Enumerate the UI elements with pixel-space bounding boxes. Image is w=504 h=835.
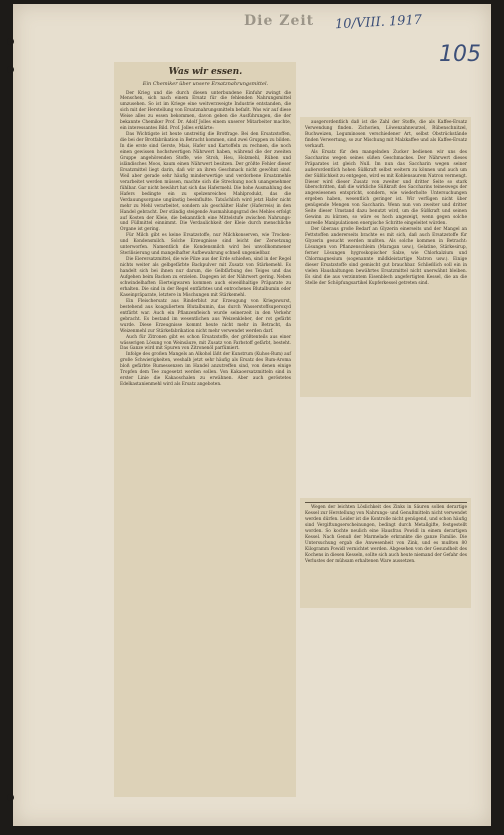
box-top-rule: [305, 502, 467, 503]
paragraph: Auch für Zitronen gibt es schon Ersatzstoffe, der größtenteils aus einer wässerigen Lösung von Weinsäure, mit Zusatz von Farbstoff gefärbt, besteht. Das Ganze wird mit Spuren von Zitronenöl parfümiert.: [120, 334, 291, 352]
title-rule: [176, 79, 236, 80]
paragraph: Ein Fleischersatz aus Rinderblut zur Erzeugung von Kriegswurst, bestehend aus koaguliertem Blutalbumin, das durch Wasserstoffsuperoxyd entfärbt war. Auch ein Pflanzenfleisch wurde seinerzeit in den Verkehr gebracht. Es bestand im wesentlichen aus Weizenkleber, der rot gefärbt wurde. Diese Erzeugnisse kommt heute nicht mehr in Betracht, da Weizenmehl zur Stärkefabrikation nicht mehr verwendet werden darf.: [120, 298, 291, 334]
paragraph: Als Ersatz für den mangelnden Zucker bedienen wir uns des Saccharins wegen seines süßen Geschmackes. Der Nährwert dieses Präparates ist gleich Null. Im nun das Saccharin wegen seiner außerordentlich hohen Süßkraft selbst weitern zu können und auch um der Süßlichkeit zu entgegen, wird es mit Kohlensaurem Natron vermengt. Dieser wird dieser Zusatz von zweiter und dritter Seite so stark überschritten, daß die wirkliche Süßkraft des Saccharins teineswegs der angewiesenen entspricht, sondern, wie wiederholte Untersuchungen ergeben haben, wesentlich geringer ist. Wir verfügen nicht über genügende Mengen von Saccharin. Wenn nun von zweiter und dritter Seite dieser Umstand dazu benutzt wird, um die Süßkraft und seinen Gewinn zu kürzen, so wäre es hoch angezeigt, wenn gegen solche unreelle Manipulationen energische Schritte eingeleitet würden.: [305, 149, 468, 227]
boxed-paragraph: Wegen der leichten Löslichkeit des Zinks in Säuren sollen derartige Kessel zur Herstellung von Nahrungs- und Genußmitteln nicht verwendet werden dürfen. Leider ist die Kontrolle nicht genügend, und schon häufig sind Vergiftungserscheinungen, bedingt durch Metallgifte, festgestellt worden. So kochte neulich eine Hausfrau Powidl in einem derartigen Kessel. Nach Genuß der Marmelade erkrankte die ganze Familie. Die Untersuchung ergab die Anwesenheit von Zink, und es mußten 80 Kilogramm Powidl vernichtet werden. Abgesehen von der Gesundheit des Kochens in diesen Kesseln, sollte sich auch heute niemand der Gefahr des Verlustes der mühsam erhaltenen Ware aussetzen.: [305, 505, 467, 564]
paragraph: Die Eierersatzmittel, die wie Pilze aus der Erde schießen, sind in der Regel nichts weiter als gelbgefärbte Backpulver mit Zusatz von Stärkemehl. Es handelt sich bei ihnen nur darum, die Gelbfärbung des Teiges und das Aufgehen beim Backen zu erzielen. Dagegen ist der Nährwert gering. Neben schwindelhaften Eierteigwaren kommen auch eiweißhaltige Präparate zu erhalten. Die sind in der Regel entfärbtes und entrochenes Blutalbumin oder Kaseinpräparate, letztere in Mischungen mit Stärkemehl.: [120, 257, 291, 298]
paragraph: Der überaus große Bedarf an Glyzerin einerseits und der Mangel an Fettstoffen andererseits brachte es mit sich, daß auch Ersatzstoffe für Glyzerin gesucht werden mußten. Als solche kommen in Betracht: Lösungen von Pflanzenschleim (Maragan usw.), Gelatine, Stärkesirup, ferner Lösungen hygroskopischer Salze, wie Chlorkalzium und Chlormagnesium (sogenannte mildkleistartige Natron usw.). Einige dieser Ersatzstoffe sind gemischt gut brauchbar. Schließlich soll ein in vielen Haushaltungen bewährtes Ersatzmittel nicht unerwähnt bleiben. Es sind die aus verzinntem Eisenblech angefertigten Kessel, die an die Stelle der Schöpfungsartikel Kupferkessel getreten sind.: [305, 227, 467, 286]
article-title: Was wir essen.: [168, 67, 243, 77]
handwritten-archive-number: 105: [439, 42, 481, 67]
punch-hole-bottom: [7, 794, 14, 801]
paragraph: Für Milch gibt es keine Ersatzstoffe, nur Milchkonserven, wie Trocken- und Kondensmilch. Solche Erzeugnisse sind leicht der Zersetzung unterworfen. Namentlich die Kondensmilch wird bei unvollkommener Sterilisierung und mangelhafter Aufbewahrung schnell ungenießbar.: [120, 233, 291, 257]
punch-hole-mid: [7, 66, 14, 73]
clipping-boxed-paragraph: [300, 498, 471, 608]
paragraph: Der Krieg und die durch diesen unterbundene Einfuhr zwingt die Menschen, sich nach einem Ersatz für die fehlenden Nahrungsmittel umzusehen. So ist im Kriege eine weitverzweigte Industrie entstanden, die sich mit der Herstellung von Ersatznahrungsmitteln befaßt. Was wir auf diese Weise alles zu essen bekommen, davon geben die Ausführungen, die der bekannte Chemiker Prof. Dr. Adolf Jolles einem unserer Mitarbeiter machte, ein interessantes Bild. Prof. Jolles erklärte:: [120, 90, 291, 132]
article-subtitle: Ein Chemiker über unsere Ersatznahrungsmittel.: [142, 81, 269, 87]
handwritten-date: 10/VIII. 1917: [334, 12, 423, 33]
punch-hole-top: [7, 38, 14, 45]
clipping-column-2: [300, 117, 471, 397]
paragraph: ausgerordentlich daß ist die Zahl der Stoffe, die als Kaffee-Ersatz Verwendung finden. Zichorien, Löwenzahnwurzel, Rübenschnitzel, Buchweizen, Leguminosen verschiedener Art, selbst Obstrückstände finden Verwertung, so zur Mischung mit Malzkaffee und als Kaffee-Ersatz verkauft.: [305, 120, 467, 149]
clipping-column-1: [114, 62, 296, 797]
newspaper-stamp: Die Zeit: [244, 13, 315, 29]
paragraph: Das Wichtigste ist heute unstreitig die Brotfrage. Bei den Ersatzstoffen, die bei der Brotfabrikation in Betracht kommen, sind zwei Gruppen zu bilden. In die erste sind Gerste, Mais, Hafer und Kartoffeln zu rechnen, die noch einen gewissen hochstwertigen Nährwert haben, während die der zweiten Gruppe angehörenden Stoffe, wie Stroh, Heu, Holzmehl, Rüben und isländisches Moos, kaum einen Nährwert besitzen. Der größte Fehler dieser Ersatzmittel liegt darin, daß wir an ihren Geschmack nicht gewöhnt sind. Weil aber gerade sehr häufig minderwertige und verdorbene Ersatzmehle verarbeitet werden müssen, machte sich die Streckung noch unangenehmer fühlbar. Gar nicht bewährt hat sich das Hafermehl. Die hohe Ausmahlung des Hafers bedingte ein zu spelzenreiches Mahlprodukt, das die Verdauungsorgane ungünstig beeinflußte. Tatsächlich wird jetzt Hafer nicht mehr zu Mehl verarbeitet, sondern als geschälter Hafer (Haferreis) in den Handel gebracht. Der ständig steigende Ausmahlungsgrad des Mehles erfolgt auf Kosten der Kleie, die bekanntlich eine Mittelstufe zwischen Nahrungs- und Füllmittel einnimmt. Die Verdaulichkeit der Kleie durch menschliche Organe ist gering.: [120, 132, 291, 233]
paragraph: Infolge des großen Mangels an Alkohol läßt der Kunstrum (Kuhos-Rum) auf große Schwierigkeiten, weshalb jetzt sehr häufig als Ersatz des Rum-Aroma bloß gefärbte Rumessenzen im Handel anzutreffen sind, von denen einige Tropfen dem Tee zugesetzt werden sollen. Von Kakaoersatzmitteln sind in erster Linie die Kakaoschalen zu erwähnen. Aber auch geröstetes Edelkastanienmehl wird als Ersatz angeboten.: [120, 352, 291, 388]
